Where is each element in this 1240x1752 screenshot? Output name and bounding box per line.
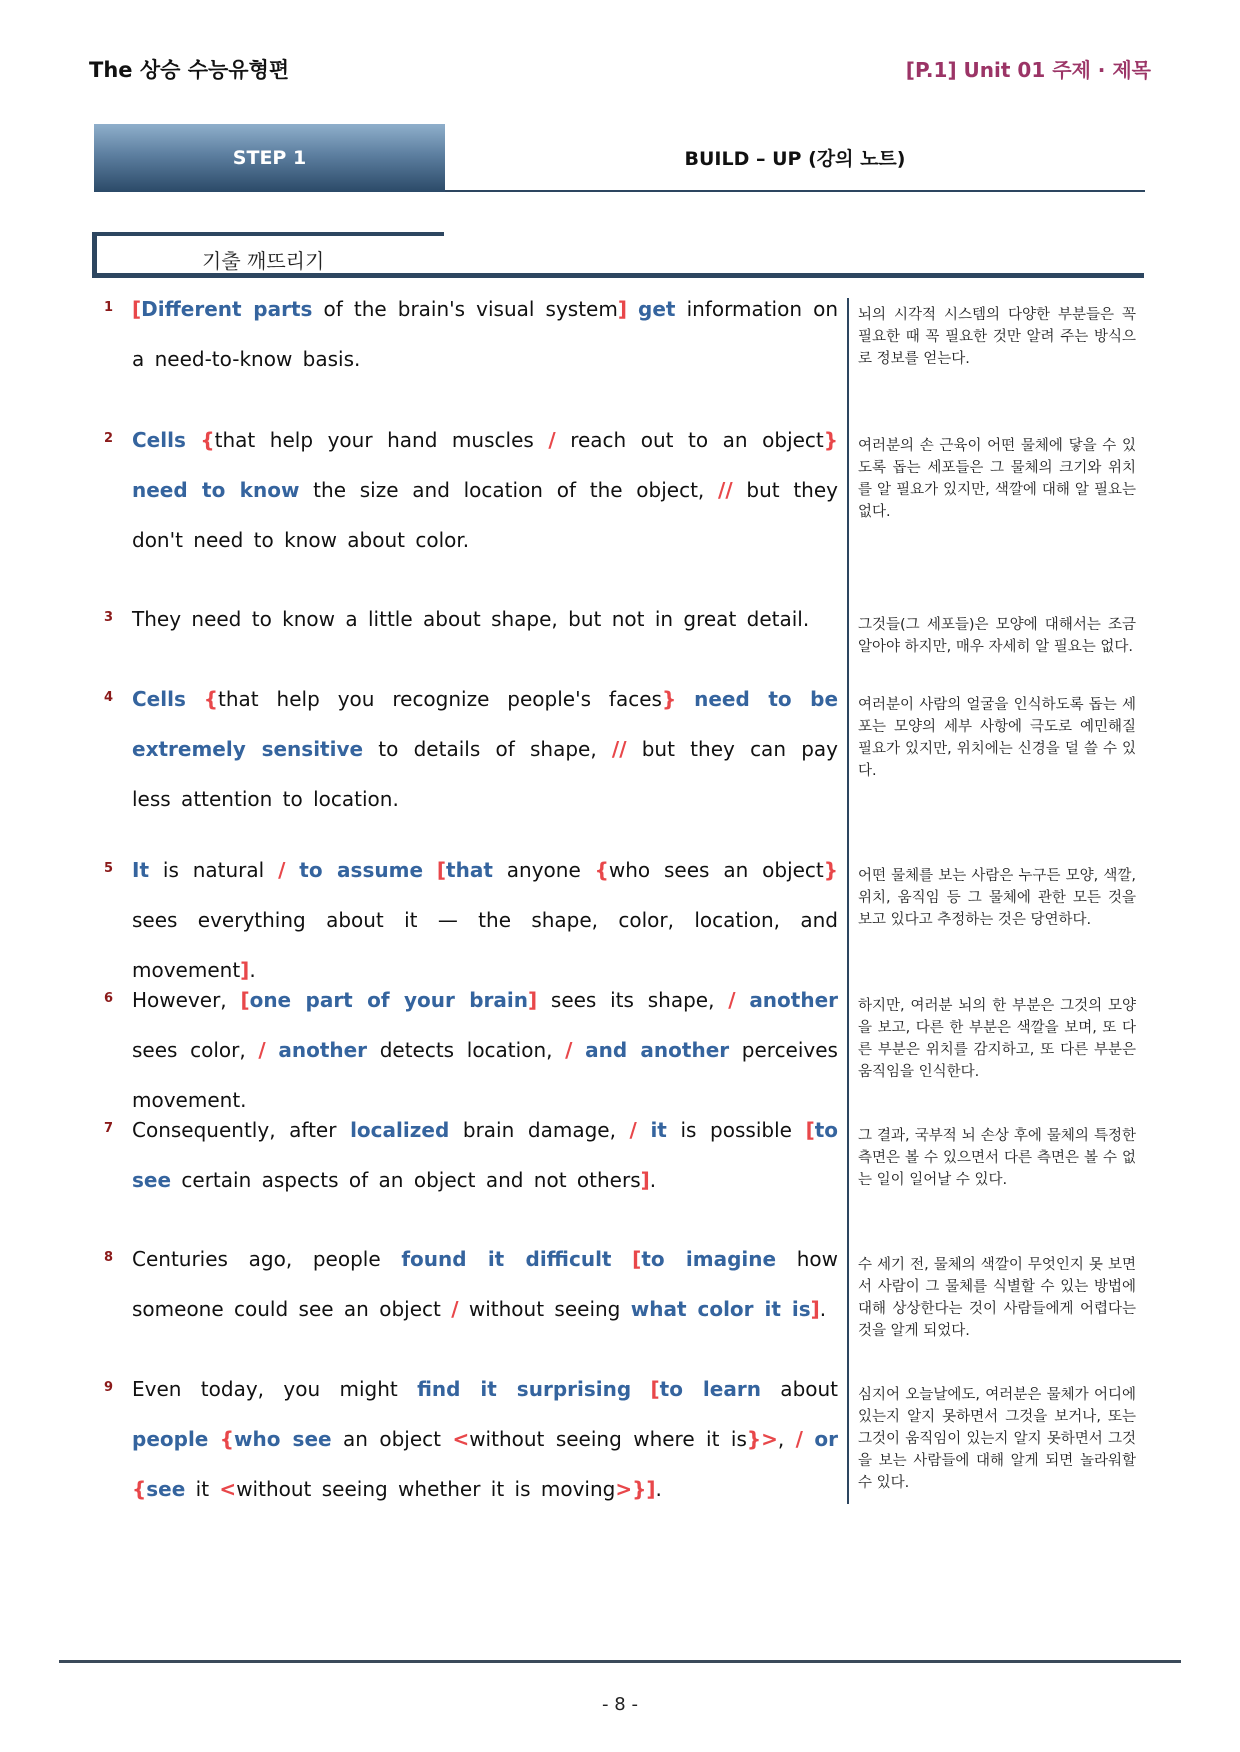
syntax-marker: /: [629, 1118, 637, 1142]
sentence-number: 7: [104, 1121, 114, 1136]
syntax-marker: }: [823, 428, 839, 452]
text-run: .: [655, 1477, 662, 1501]
key-phrase: or: [814, 1427, 839, 1451]
syntax-marker: [: [650, 1377, 660, 1401]
syntax-marker: /: [565, 1038, 573, 1062]
syntax-marker: /: [278, 858, 286, 882]
key-phrase: that: [446, 858, 493, 882]
syntax-marker: [: [132, 297, 142, 321]
sentence-number: 1: [104, 300, 114, 315]
sentence-number: 6: [104, 991, 114, 1006]
sentence-number: 4: [104, 690, 114, 705]
text-run: without seeing where it is: [469, 1427, 747, 1451]
column-divider: [847, 298, 849, 1504]
text-run: certain aspects of an object and not others: [171, 1168, 641, 1192]
text-run: .: [819, 1297, 827, 1321]
sentence-korean: 그 결과, 국부적 뇌 손상 후에 물체의 특정한 측면은 볼 수 있으면서 다른 측면은 볼 수 없는 일이 일어날 수 있다.: [858, 1128, 1136, 1188]
text-run: information on a need-to-know basis.: [132, 297, 838, 371]
syntax-marker: /: [728, 988, 736, 1012]
text-run: [266, 1038, 279, 1062]
key-phrase: another: [278, 1038, 368, 1062]
syntax-marker: <: [452, 1427, 470, 1451]
text-run: who sees an object: [608, 858, 824, 882]
sentence-english: [132, 415, 838, 565]
section-header: [92, 232, 1144, 278]
page-number: - 8 -: [602, 1694, 638, 1715]
sentence-korean: 어떤 물체를 보는 사람은 누구든 모양, 색깔, 위치, 움직임 등 그 물체에 관한 모든 것을 보고 있다고 추정하는 것은 당연하다.: [858, 868, 1136, 928]
key-phrase: who see: [234, 1427, 332, 1451]
sentence-english: [132, 975, 838, 1125]
book-title: The 상승 수능유형편: [89, 58, 290, 82]
text-run: [736, 988, 750, 1012]
text-run: without seeing: [458, 1297, 631, 1321]
syntax-marker: ]: [617, 297, 627, 321]
sentence-number: 2: [104, 431, 114, 446]
section-left-border: [92, 232, 97, 278]
syntax-marker: [: [632, 1247, 642, 1271]
key-phrase: one part of your brain: [249, 988, 528, 1012]
syntax-marker: /: [451, 1297, 459, 1321]
text-run: about: [760, 1377, 839, 1401]
key-phrase: find it surprising: [417, 1377, 632, 1401]
text-run: sees color,: [132, 1038, 259, 1062]
section-title: 기출 깨뜨리기: [202, 249, 325, 273]
text-run: perceives movement.: [132, 1038, 838, 1112]
key-phrase: need to know: [132, 478, 300, 502]
sentence-number: 5: [104, 861, 114, 876]
text-run: [803, 1427, 814, 1451]
syntax-marker: {: [132, 1477, 147, 1501]
key-phrase: see: [146, 1477, 186, 1501]
text-run: Centuries ago, people: [132, 1247, 402, 1271]
text-run: [612, 1247, 633, 1271]
text-run: [285, 858, 299, 882]
text-run: to details of shape,: [363, 737, 612, 761]
text-run: [637, 1118, 651, 1142]
text-run: [423, 858, 437, 882]
key-phrase: Different parts: [141, 297, 313, 321]
sentence-korean: 여러분의 손 근육이 어떤 물체에 닿을 수 있도록 돕는 세포들은 그 물체의 크기와 위치를 알 필요가 있지만, 색깔에 대해 알 필요는 없다.: [858, 438, 1136, 520]
sentence-number: 8: [104, 1250, 114, 1265]
syntax-marker: [: [436, 858, 447, 882]
text-run: it: [185, 1477, 220, 1501]
text-run: Consequently, after: [132, 1118, 351, 1142]
key-phrase: people: [132, 1427, 209, 1451]
key-phrase: it: [650, 1118, 667, 1142]
sentence-english: [132, 1234, 838, 1334]
text-run: is possible: [666, 1118, 806, 1142]
syntax-marker: {: [594, 858, 609, 882]
text-run: ,: [777, 1427, 796, 1451]
text-run: is natural: [149, 858, 279, 882]
key-phrase: what color it is: [630, 1297, 811, 1321]
text-run: without seeing whether it is moving: [236, 1477, 616, 1501]
text-run: [631, 1377, 650, 1401]
text-run: detects location,: [367, 1038, 566, 1062]
section-top-border: [92, 232, 444, 236]
syntax-marker: ]: [810, 1297, 820, 1321]
key-phrase: get: [638, 297, 676, 321]
syntax-marker: {: [219, 1427, 235, 1451]
text-run: [627, 297, 638, 321]
text-run: Even today, you might: [132, 1377, 418, 1401]
key-phrase: to imagine: [641, 1247, 777, 1271]
text-run: anyone: [492, 858, 595, 882]
text-run: that help your hand muscles: [214, 428, 549, 452]
text-run: [186, 687, 204, 711]
syntax-marker: <: [219, 1477, 237, 1501]
sentence-english: [132, 284, 838, 384]
syntax-marker: /: [258, 1038, 266, 1062]
sentence-korean: 하지만, 여러분 뇌의 한 부분은 그것의 모양을 보고, 다른 한 부분은 색깔을 보며, 또 다른 부분은 위치를 감지하고, 또 다른 부분은 움직임을 인식한다.: [858, 998, 1136, 1080]
key-phrase: localized: [350, 1118, 450, 1142]
unit-label: [P.1] Unit 01 주제 · 제목: [905, 58, 1151, 82]
syntax-marker: //: [718, 478, 733, 502]
text-run: They need to know a little about shape, but not in great detail.: [132, 607, 810, 631]
key-phrase: to see: [132, 1118, 839, 1192]
syntax-marker: /: [795, 1427, 803, 1451]
syntax-marker: }>: [746, 1427, 778, 1451]
syntax-marker: ]: [640, 1168, 650, 1192]
key-phrase: to learn: [659, 1377, 761, 1401]
text-run: .: [649, 1168, 657, 1192]
sentence-number: 9: [104, 1380, 114, 1395]
sentence-korean: 그것들(그 세포들)은 모양에 대해서는 조금 알아야 하지만, 매우 자세히 알 필요는 없다.: [858, 617, 1136, 655]
syntax-marker: /: [548, 428, 556, 452]
key-phrase: Cells: [132, 428, 186, 452]
key-phrase: and another: [585, 1038, 730, 1062]
syntax-marker: >}]: [615, 1477, 656, 1501]
sentence-korean: 여러분이 사람의 얼굴을 인식하도록 돕는 세포는 모양의 세부 사항에 극도로 예민해질 필요가 있지만, 위치에는 신경을 덜 쓸 수 있다.: [858, 697, 1136, 779]
syntax-marker: }: [823, 858, 839, 882]
step-badge: [94, 124, 445, 192]
sentence-english: [132, 1364, 838, 1514]
sentence-korean: 심지어 오늘날에도, 여러분은 물체가 어디에 있는지 알지 못하면서 그것을 보거나, 또는 그것이 움직임이 있는지 알지 못하면서 그것을 보는 사람들에 대해 알게 되면 놀라워할 수 있다.: [858, 1387, 1136, 1491]
text-run: reach out to an object: [555, 428, 824, 452]
key-phrase: to assume: [299, 858, 424, 882]
text-run: .: [249, 958, 256, 982]
syntax-marker: [: [805, 1118, 815, 1142]
key-phrase: another: [749, 988, 839, 1012]
key-phrase: found it difficult: [401, 1247, 612, 1271]
sentence-english: [132, 674, 838, 824]
text-run: [572, 1038, 585, 1062]
key-phrase: It: [132, 858, 150, 882]
sentence-number: 3: [104, 610, 114, 625]
footer-rule: [59, 1660, 1181, 1663]
text-run: but they don't need to know about color.: [132, 478, 838, 552]
sentence-korean: 수 세기 전, 물체의 색깔이 무엇인지 못 보면서 사람이 그 물체를 식별할 수 있는 방법에 대해 상상한다는 것이 사람들에게 어렵다는 것을 알게 되었다.: [858, 1257, 1136, 1339]
text-run: [676, 687, 694, 711]
text-run: sees everything about it — the shape, color, location, and movement: [132, 908, 838, 982]
syntax-marker: ]: [240, 958, 250, 982]
text-run: but they can pay less attention to location.: [132, 737, 839, 811]
step-title: [445, 124, 1145, 192]
text-run: how someone could see an object: [132, 1247, 838, 1321]
key-phrase: need to be extremely sensitive: [132, 687, 839, 761]
text-run: However,: [132, 988, 241, 1012]
sentence-english: [132, 594, 838, 644]
key-phrase: Cells: [132, 687, 186, 711]
syntax-marker: }: [661, 687, 677, 711]
text-run: [208, 1427, 219, 1451]
sentence-korean: 뇌의 시각적 시스템의 다양한 부분들은 꼭 필요한 때 꼭 필요한 것만 알려 주는 방식으로 정보를 얻는다.: [858, 307, 1136, 367]
sentence-english: [132, 845, 838, 995]
text-run: [186, 428, 201, 452]
text-run: brain damage,: [449, 1118, 630, 1142]
syntax-marker: {: [203, 687, 219, 711]
syntax-marker: [: [240, 988, 250, 1012]
text-run: the size and location of the object,: [299, 478, 719, 502]
syntax-marker: ]: [527, 988, 538, 1012]
sentence-english: [132, 1105, 838, 1205]
syntax-marker: {: [200, 428, 215, 452]
text-run: that help you recognize people's faces: [218, 687, 662, 711]
text-run: of the brain's visual system: [312, 297, 618, 321]
step-title-text: BUILD – UP (강의 노트): [684, 147, 906, 170]
step-label: STEP 1: [232, 147, 307, 169]
text-run: an object: [331, 1427, 453, 1451]
text-run: sees its shape,: [537, 988, 729, 1012]
syntax-marker: //: [611, 737, 627, 761]
